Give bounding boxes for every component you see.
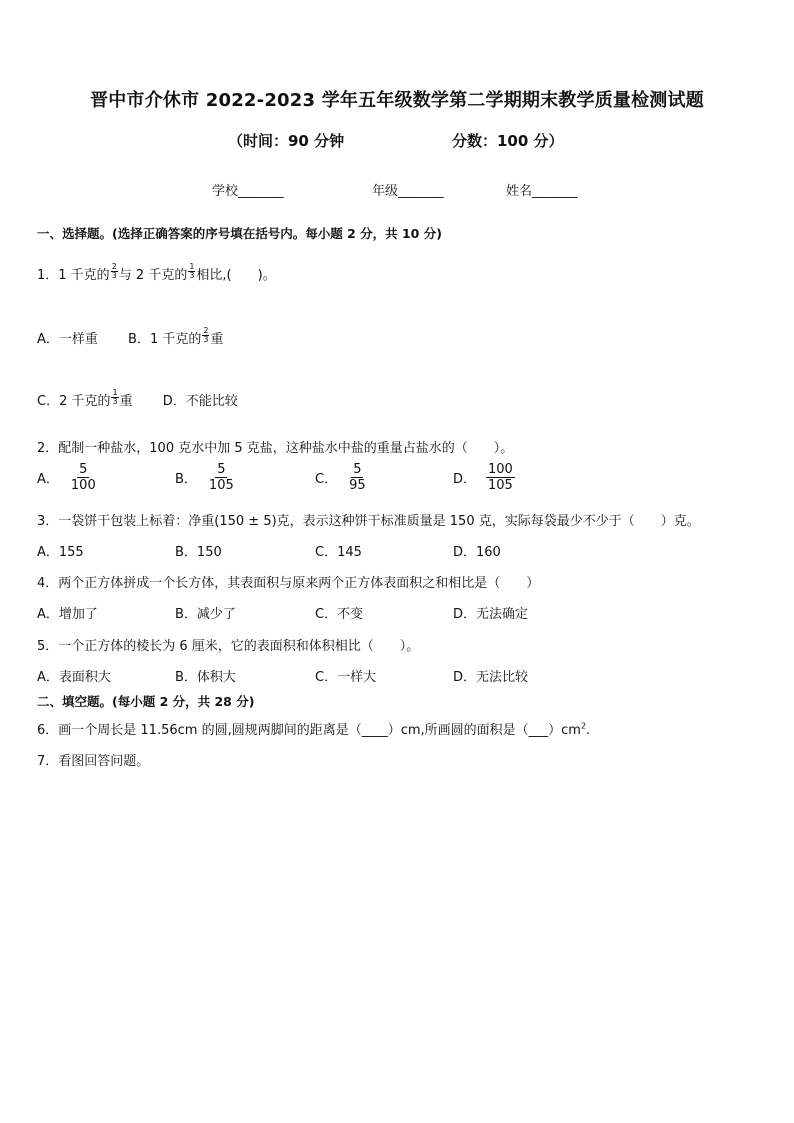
q5-option-c: C．一样大 <box>315 670 377 685</box>
q2-option-b: B． $\frac{5}{105}$ <box>175 462 234 493</box>
q1-text-pre: 1．1 千克的 <box>37 268 110 283</box>
question-4: 4．两个正方体拼成一个长方体，其表面积与原来两个正方体表面积之和相比是（ ） <box>37 576 540 591</box>
q4-option-c: C．不变 <box>315 607 364 622</box>
q2-option-d: D． $\frac{100}{105}$ <box>453 462 513 493</box>
grade-field: 年级_______ <box>372 184 444 199</box>
q3-option-a: A．155 <box>37 545 84 560</box>
q1-option-c: C．2 千克的 $\frac{1}{3}$ 重 <box>37 388 133 409</box>
question-6: 6．画一个周长是 11.56cm 的圆,圆规两脚间的距离是（____）cm,所画圆的面积是$(\_\_\_)cm^2$. <box>37 721 591 738</box>
q4-options <box>37 603 757 637</box>
question-7: 7．看图回答问题。 <box>37 754 150 769</box>
fraction: $\frac{100}{105}$ <box>488 462 513 493</box>
q3-option-b: B．150 <box>175 545 222 560</box>
q3-option-d: D．160 <box>453 545 501 560</box>
superscript: 2 <box>580 721 587 731</box>
q1-option-a: A．一样重 <box>37 332 98 347</box>
fraction: $\frac{5}{95}$ <box>349 462 366 493</box>
q1-options-row2 <box>37 390 238 410</box>
q3-option-c: C．145 <box>315 545 362 560</box>
q2-options <box>37 462 757 496</box>
q2-option-c: C． $\frac{5}{95}$ <box>315 462 366 493</box>
q4-option-a: A．增加了 <box>37 607 98 622</box>
question-2: 2．配制一种盐水，100 克水中加 5 克盐，这种盐水中盐的重量占盐水的（ ）。 <box>37 441 514 456</box>
name-field: 姓名_______ <box>506 184 578 199</box>
q3-options <box>37 541 757 575</box>
exam-meta <box>0 130 794 152</box>
fraction: $\frac{5}{100}$ <box>70 462 96 493</box>
fraction: $\frac{2}{3}$ <box>111 262 117 280</box>
q1-text-post: 相比,( )。 <box>196 268 276 283</box>
student-info <box>0 180 794 200</box>
q5-option-b: B．体积大 <box>175 670 236 685</box>
fraction: $\frac{1}{3}$ <box>112 388 118 406</box>
section-heading-choice: 一、选择题。(选择正确答案的序号填在括号内。每小题 2 分，共 10 分) <box>37 226 442 241</box>
section-heading-fill: 二、填空题。(每小题 2 分，共 28 分) <box>37 694 255 709</box>
q1-option-b: B．1 千克的 $\frac{2}{3}$ 重 <box>128 326 224 347</box>
question-1 <box>37 264 276 284</box>
time-limit: （时间：90 分钟 <box>228 132 345 150</box>
total-score: 分数：100 分） <box>452 132 564 150</box>
question-5: 5．一个正方体的棱长为 6 厘米，它的表面积和体积相比（ ）。 <box>37 639 420 654</box>
school-field: 学校_______ <box>212 184 284 199</box>
fraction: $\frac{1}{3}$ <box>189 262 195 280</box>
q2-option-a: A． $\frac{5}{100}$ <box>37 462 96 493</box>
q1-option-d: D．不能比较 <box>162 394 238 409</box>
page-title: 晋中市介休市 2022-2023 学年五年级数学第二学期期末教学质量检测试题 <box>90 90 704 111</box>
q5-option-a: A．表面积大 <box>37 670 111 685</box>
question-3: 3．一袋饼干包装上标着：净重(150 ± 5)克，表示这种饼干标准质量是 150 克，实际每袋最少不少于（ ）克。 <box>37 514 700 529</box>
fraction: $\frac{5}{105}$ <box>208 462 234 493</box>
q5-option-d: D．无法比较 <box>453 670 529 685</box>
q4-option-b: B．减少了 <box>175 607 236 622</box>
fraction: $\frac{2}{3}$ <box>203 326 209 344</box>
q1-text-mid: 与 2 千克的 <box>118 268 188 283</box>
q1-options-row1 <box>37 328 223 348</box>
q4-option-d: D．无法确定 <box>453 607 529 622</box>
